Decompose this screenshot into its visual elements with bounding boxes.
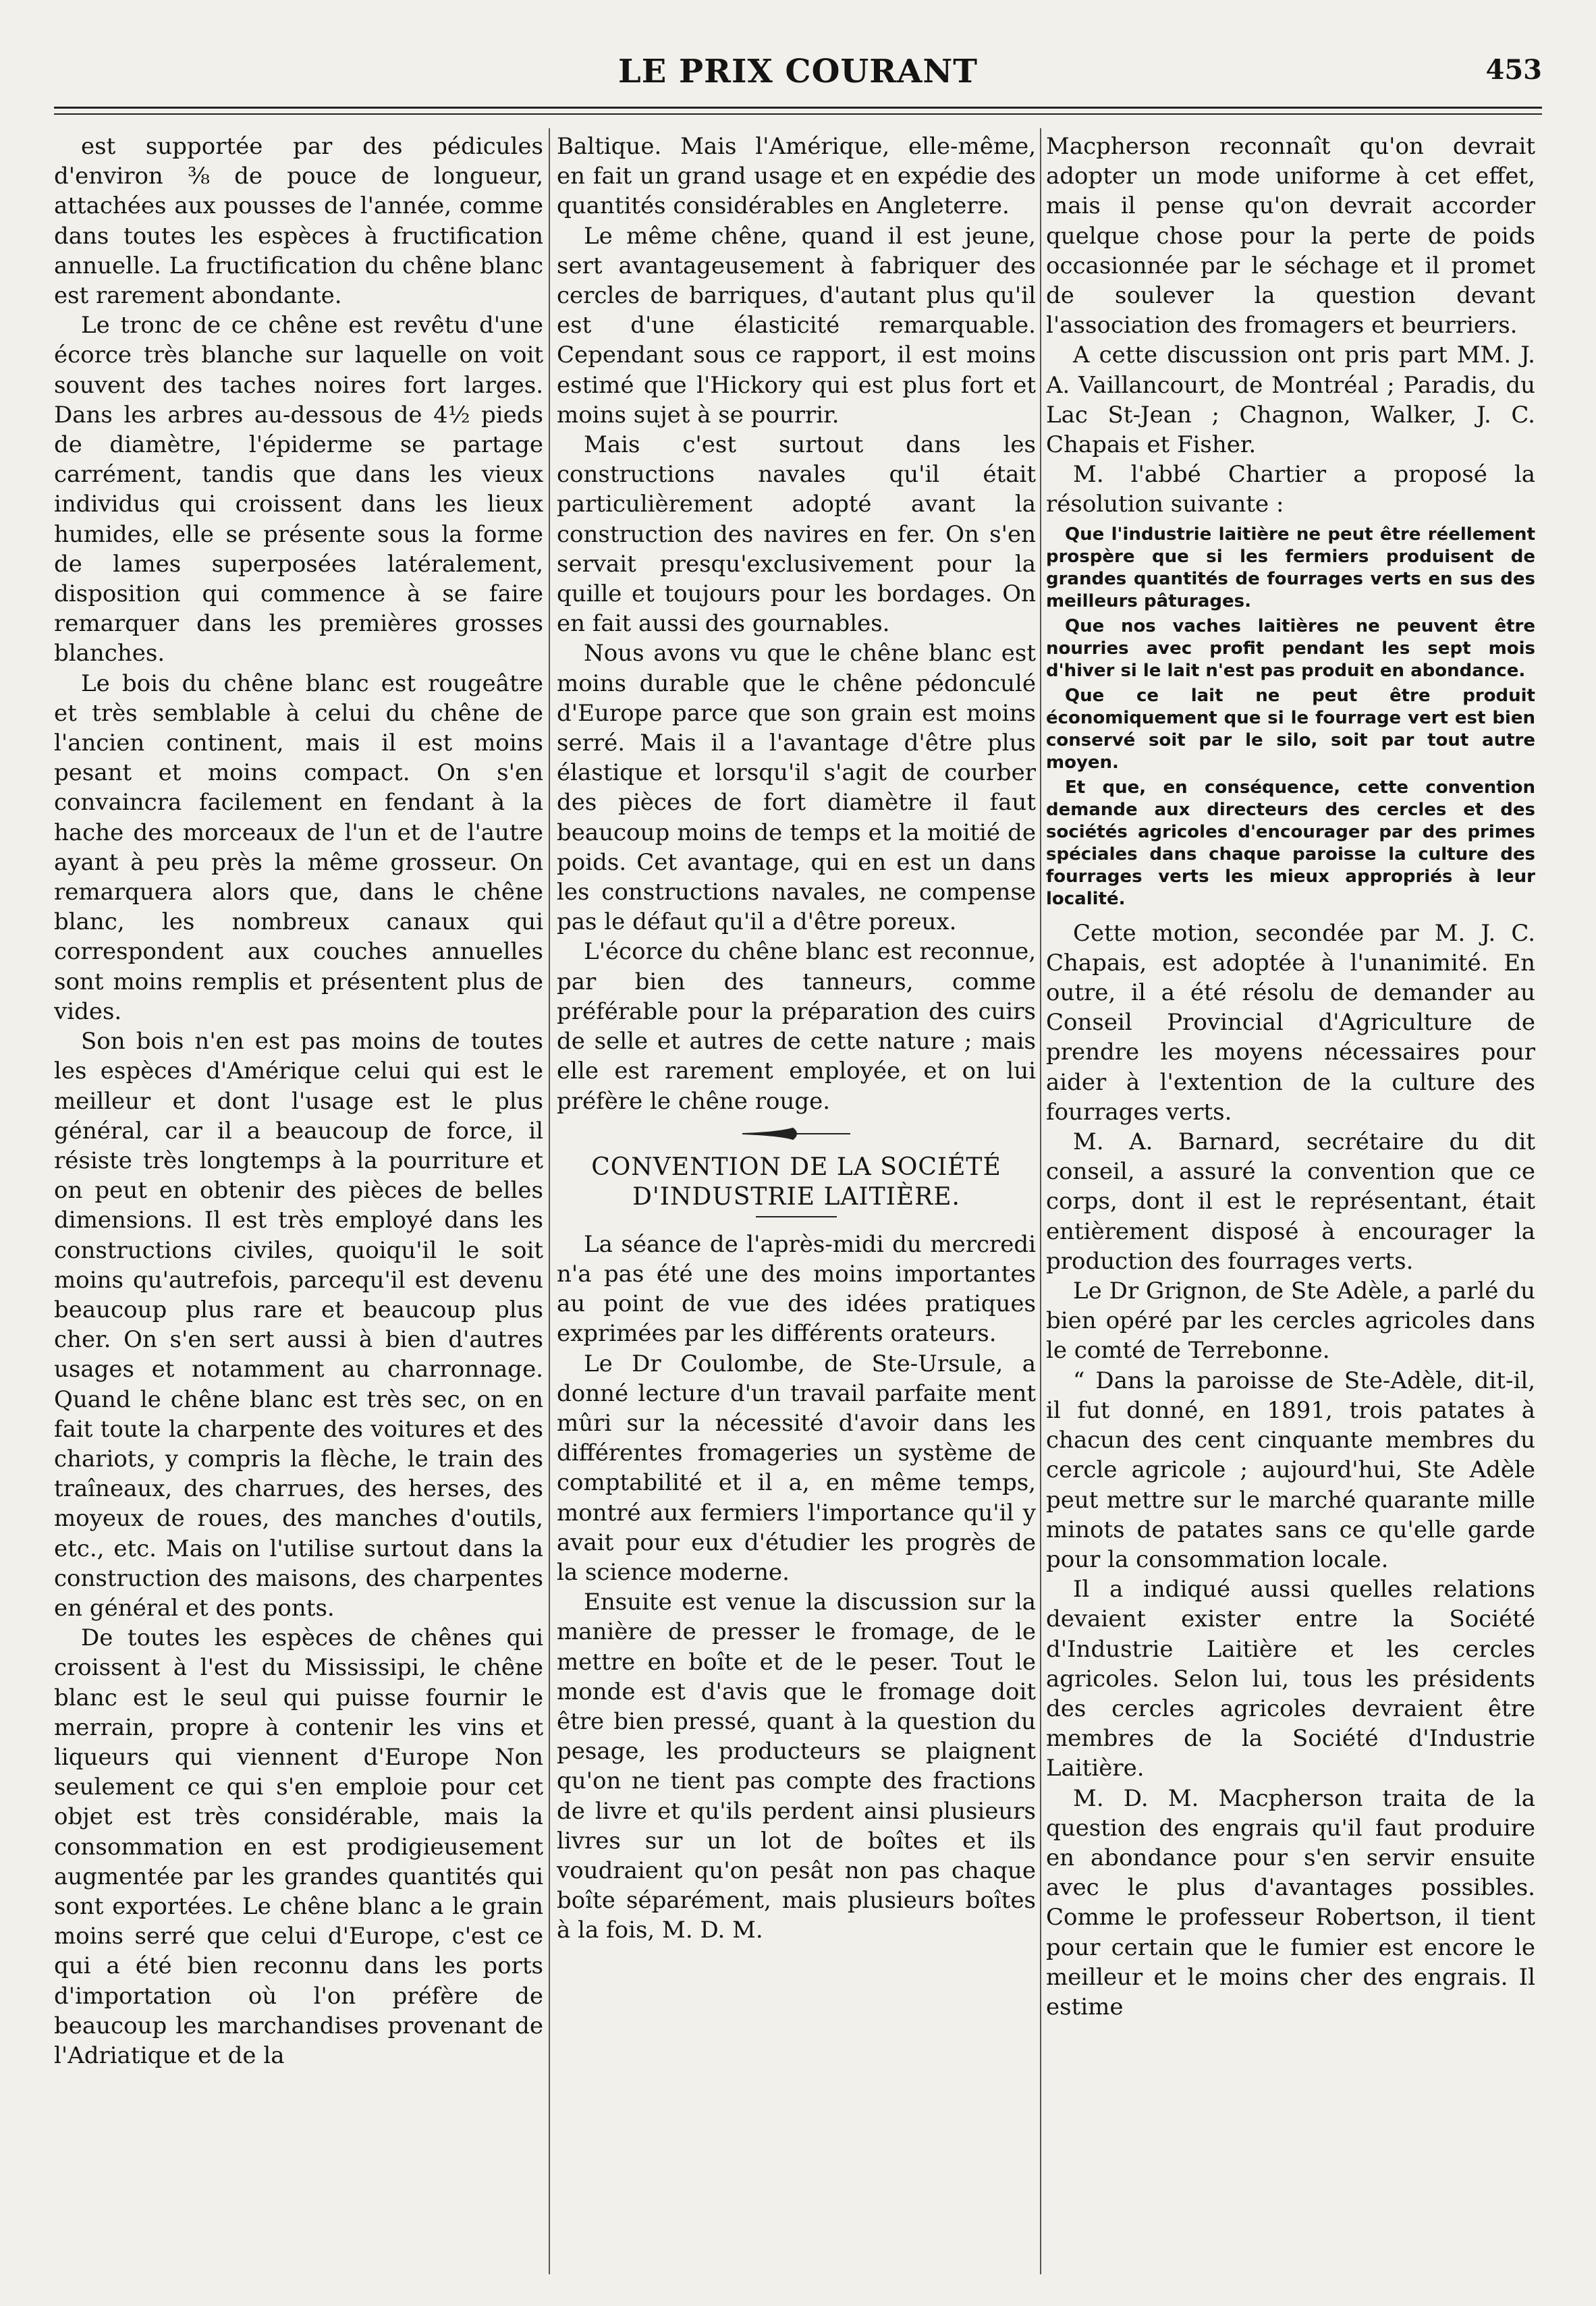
paragraph: De toutes les espèces de chênes qui croissent à l'est du Mississipi, le chêne blanc est le seul qui puisse fournir le merrain, propre à contenir les vins et liqueurs qui viennent d'Europe Non seulement ce qui s'en emploie pour cet objet est très considérable, mais la consommation en est prodigieusement augmentée par les grandes quantités qui sont exportées. Le chêne blanc a le grain moins serré que celui d'Europe, c'est ce qui a été bien reconnu dans les ports d'importation où l'on préfère de beaucoup les marchandises provenant de l'Adriatique et de la (54, 1624, 543, 2069)
paragraph: Il a indiqué aussi quelles relations devaient exister entre la Société d'Industrie Laitière et les cercles agricoles. Selon lui, tous les présidents des cercles agricoles devraient être membres de la Société d'Industrie Laitière. (1046, 1576, 1535, 1782)
paragraph: Nous avons vu que le chêne blanc est moins durable que le chêne pédonculé d'Europe parce que son grain est moins serré. Mais il a l'avantage d'être plus élastique et lorsqu'il s'agit de courber des pièces de fort diamètre il faut beaucoup moins de temps et la moitié de poids. Cet avantage, qui en est un dans les constructions navales, ne compense pas le défaut qu'il a d'être poreux. (557, 640, 1036, 936)
page-number: 453 (1485, 54, 1542, 86)
paragraph: “ Dans la paroisse de Ste-Adèle, dit-il, il fut donné, en 1891, trois patates à chacun des cent cinquante membres du cercle agricole ; aujourd'hui, Ste Adèle peut mettre sur le marché quarante mille minots de patates sans ce qu'elle garde pour la consommation locale. (1046, 1367, 1535, 1573)
paragraph: Mais c'est surtout dans les constructions navales qu'il était particulièrement adopté avant la construction des navires en fer. On s'en servait presqu'exclusivement pour la quille et toujours pour les bordages. On en fait aussi des gournables. (557, 431, 1036, 638)
paragraph: M. D. M. Macpherson traita de la question des engrais qu'il faut produire en abondance pour s'en servir ensuite avec le plus d'avantages possibles. Comme le professeur Robertson, il tient pour certain que le fumier est encore le meilleur et le moins cher des engrais. Il estime (1046, 1784, 1535, 2021)
resolution-clause: Que ce lait ne peut être produit économiquement que si le fourrage vert est bien conservé soit par le silo, soit par tout autre moyen. (1046, 685, 1535, 773)
paragraph: Ensuite est venue la discussion sur la manière de presser le fromage, de le mettre en boîte et de le peser. Tout le monde est d'avis que le fromage doit être bien pressé, quant à la question du pesage, les producteurs se plaignent qu'on ne tient pas compte des fractions de livre et qu'ils perdent ainsi plusieurs livres sur un lot de boîtes et ils voudraient qu'on pesât non pas chaque boîte séparément, mais plusieurs boîtes à la fois, M. D. M. (557, 1589, 1036, 1944)
paragraph: est supportée par des pédicules d'environ ⅜ de pouce de longueur, attachées aux pousses de l'année, comme dans toutes les espèces à fructification annuelle. La fructification du chêne blanc est rarement abondante. (54, 133, 543, 310)
resolution-clause: Et que, en conséquence, cette convention demande aux directeurs des cercles et des sociétés agricoles d'encourager par des primes spéciales dans chaque paroisse la culture des fourrages verts les mieux appropriés à leur localité. (1046, 777, 1535, 909)
column-1 (54, 132, 543, 2268)
section-heading-line-2: D'INDUSTRIE LAITIÈRE. (632, 1182, 960, 1211)
heading-rule (756, 1216, 837, 1217)
paragraph: A cette discussion ont pris part MM. J. A. Vaillancourt, de Montréal ; Paradis, du Lac St-Jean ; Chagnon, Walker, J. C. Chapais et Fisher. (1046, 341, 1535, 459)
paragraph: Macpherson reconnaît qu'on devrait adopter un mode uniforme à cet effet, mais il pense qu'on devrait accorder quelque chose pour la perte de poids occasionnée par le séchage et il promet de soulever la question devant l'association des fromagers et beurriers. (1046, 133, 1535, 339)
paragraph: M. l'abbé Chartier a proposé la résolution suivante : (1046, 461, 1535, 518)
column-divider (549, 128, 550, 2274)
column-3 (1046, 132, 1535, 2268)
section-ornament (557, 1126, 1036, 1142)
header-rule (54, 107, 1542, 109)
paragraph: Le Dr Grignon, de Ste Adèle, a parlé du bien opéré par les cercles agricoles dans le comté de Terrebonne. (1046, 1278, 1535, 1365)
paragraph: Cette motion, secondée par M. J. C. Chapais, est adoptée à l'unanimité. En outre, il a été résolu de demander au Conseil Provincial d'Agriculture de prendre les moyens nécessaires pour aider à l'extention de la culture des fourrages verts. (1046, 919, 1535, 1126)
paragraph: Baltique. Mais l'Amérique, elle-même, en fait un grand usage et en expédie des quantités considérables en Angleterre. (557, 133, 1036, 220)
paragraph: M. A. Barnard, secrétaire du dit conseil, a assuré la convention que ce corps, dont il est le représentant, était entièrement disposé à encourager la production des fourrages verts. (1046, 1128, 1535, 1275)
paragraph: La séance de l'après-midi du mercredi n'a pas été une des moins importantes au point de vue des idées pratiques exprimées par les différents orateurs. (557, 1230, 1036, 1348)
section-heading-line-1: CONVENTION DE LA SOCIÉTÉ (591, 1153, 1001, 1181)
paragraph: Le Dr Coulombe, de Ste-Ursule, a donné lecture d'un travail parfaite ment mûri sur la nécessité d'avoir dans les différentes fromageries un système de comptabilité et il a, en même temps, montré aux fermiers l'importance qu'il y avait pour eux d'étudier les progrès de la science moderne. (557, 1350, 1036, 1586)
paragraph: Le bois du chêne blanc est rougeâtre et très semblable à celui du chêne de l'ancien continent, mais il est moins pesant et moins compact. On s'en convaincra facilement en fendant à la hache des morceaux de l'un et de l'autre ayant à peu près la même grosseur. On remarquera alors que, dans le chêne blanc, les nombreux canaux qui correspondent aux couches annuelles sont moins remplis et présentent plus de vides. (54, 669, 543, 1025)
publication-title: LE PRIX COURANT (617, 53, 979, 90)
paragraph: Son bois n'en est pas moins de toutes les espèces d'Amérique celui qui est le meilleur et dont l'usage est le plus général, car il a beaucoup de force, il résiste très longtemps à la pourriture et on peut en obtenir des pièces de belles dimensions. Il est très employé dans les constructions civiles, quoiqu'il le soit moins qu'autrefois, parcequ'il est devenu beaucoup plus rare et beaucoup plus cher. On s'en sert aussi à bien d'autres usages et notamment au charronnage. Quand le chêne blanc est très sec, on en fait toute la charpente des voitures et des chariots, y compris la flèche, le train des traîneaux, des charrues, des herses, des moyeux de roues, des manches d'outils, etc., etc. Mais on l'utilise surtout dans la construction des maisons, des charpentes en général et des ponts. (54, 1028, 543, 1622)
resolution-block (1046, 524, 1535, 910)
section-heading (557, 1153, 1036, 1212)
paragraph: L'écorce du chêne blanc est reconnue, par bien des tanneurs, comme préférable pour la préparation des cuirs de selle et autres de cette nature ; mais elle est rarement employée, et on lui préfère le chêne rouge. (557, 938, 1036, 1115)
column-divider (1040, 128, 1041, 2274)
resolution-clause: Que l'industrie laitière ne peut être réellement prospère que si les fermiers produisent de grandes quantités de fourrages verts en sus des meilleurs pâturages. (1046, 524, 1535, 611)
column-2 (557, 132, 1036, 2268)
paragraph: Le même chêne, quand il est jeune, sert avantageusement à fabriquer des cercles de barriques, d'autant plus qu'il est d'une élasticité remarquable. Cependant sous ce rapport, il est moins estimé que l'Hickory qui est plus fort et moins sujet à se pourrir. (557, 222, 1036, 429)
page-header (54, 53, 1542, 100)
resolution-clause: Que nos vaches laitières ne peuvent être nourries avec profit pendant les sept mois d'hiver si le lait n'est pas produit en abondance. (1046, 615, 1535, 681)
paragraph: Le tronc de ce chêne est revêtu d'une écorce très blanche sur laquelle on voit souvent des taches noires fort larges. Dans les arbres au-dessous de 4½ pieds de diamètre, l'épiderme se partage carrément, tandis que dans les vieux individus qui croissent dans les lieux humides, elle se présente sous la forme de lames superposées latéralement, disposition qui commence à se faire remarquer dans les premières grosses blanches. (54, 312, 543, 667)
header-rule-thin (54, 113, 1542, 115)
